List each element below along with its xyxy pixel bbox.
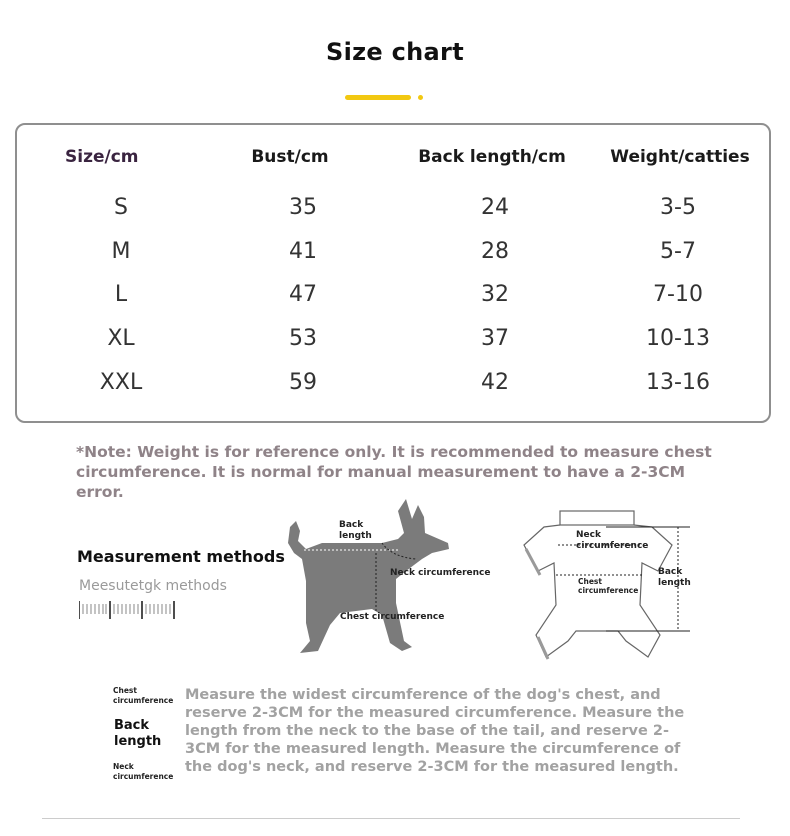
title-dot bbox=[418, 95, 423, 100]
header-size: Size/cm bbox=[65, 147, 139, 167]
cell-back-length: 24 bbox=[481, 195, 509, 220]
cell-weight: 7-10 bbox=[653, 282, 703, 307]
legend-chest: Chest circumference bbox=[113, 686, 174, 705]
header-bust: Bust/cm bbox=[251, 147, 329, 167]
ruler-icon bbox=[79, 600, 175, 620]
cell-bust: 53 bbox=[289, 326, 317, 351]
cell-back-length: 28 bbox=[481, 239, 509, 264]
header-back-length: Back length/cm bbox=[418, 147, 566, 167]
cell-weight: 13-16 bbox=[646, 370, 710, 395]
weight-note: *Note: Weight is for reference only. It is recommended to measure chest circumference. It is normal for manual measurement to have a 2-3CM error. bbox=[76, 443, 712, 501]
dog-back-length-label: Back length bbox=[339, 520, 372, 541]
garment-chest-label: Chest circumference bbox=[578, 577, 639, 595]
cell-size: S bbox=[114, 195, 128, 220]
cell-bust: 47 bbox=[289, 282, 317, 307]
dog-chest-label: Chest circumference bbox=[340, 612, 445, 622]
garment-neck-label: Neck circumference bbox=[576, 530, 649, 551]
cell-weight: 5-7 bbox=[660, 239, 696, 264]
legend-back-length: Back length bbox=[114, 718, 162, 749]
measurement-description: Measure the widest circumference of the dog's chest, and reserve 2-3CM for the measured circumference. Measure the length from the neck to the base of the tail, and reserve 2-3CM for the measured length. Measure the circumference of the dog's neck, and reserve 2-3CM for the measured length. bbox=[185, 687, 685, 775]
dog-neck-label: Neck circumference bbox=[390, 568, 491, 578]
page-title: Size chart bbox=[326, 38, 464, 66]
measurement-subtitle: Meesutetgk methods bbox=[79, 578, 227, 594]
bottom-divider bbox=[42, 818, 740, 819]
dog-diagram bbox=[282, 493, 491, 663]
measurement-title: Measurement methods bbox=[77, 547, 285, 566]
legend-neck: Neck circumference bbox=[113, 762, 174, 781]
header-weight: Weight/catties bbox=[610, 147, 750, 167]
cell-size: XL bbox=[107, 326, 135, 351]
garment-diagram bbox=[518, 505, 698, 665]
cell-back-length: 42 bbox=[481, 370, 509, 395]
cell-back-length: 32 bbox=[481, 282, 509, 307]
cell-weight: 10-13 bbox=[646, 326, 710, 351]
garment-back-length-label: Back length bbox=[658, 567, 691, 588]
cell-bust: 41 bbox=[289, 239, 317, 264]
cell-back-length: 37 bbox=[481, 326, 509, 351]
cell-size: XXL bbox=[99, 370, 143, 395]
cell-bust: 35 bbox=[289, 195, 317, 220]
cell-weight: 3-5 bbox=[660, 195, 696, 220]
cell-size: M bbox=[111, 239, 131, 264]
size-table bbox=[15, 123, 771, 423]
title-underline bbox=[345, 95, 411, 100]
cell-size: L bbox=[114, 282, 128, 307]
cell-bust: 59 bbox=[289, 370, 317, 395]
